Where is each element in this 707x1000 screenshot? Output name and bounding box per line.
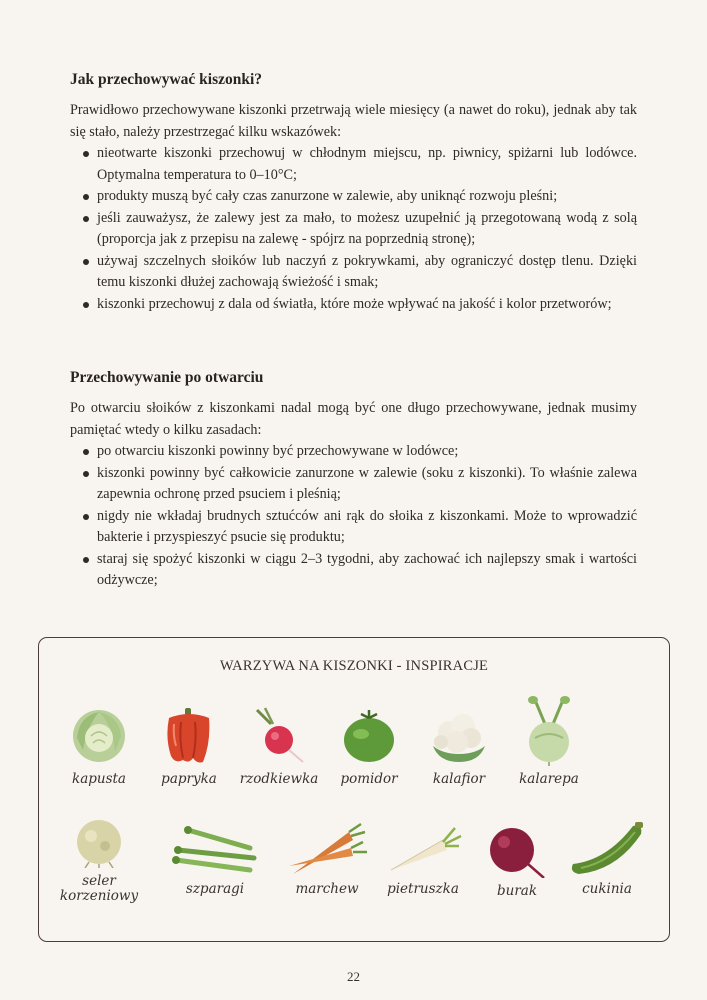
veg-label: kapusta (72, 771, 126, 787)
veg-label: burak (496, 883, 538, 899)
veg-zucchini (559, 820, 655, 897)
list-item: kiszonki przechowuj z dala od światła, które może wpływać na jakość i kolor przetworów; (80, 294, 637, 316)
section-intro: Prawidłowo przechowywane kiszonki przetrwają wiele miesięcy (a nawet do roku), jednak aby tak się stało, należy przestrzegać kilku wskazówek: (70, 102, 637, 140)
list-item: po otwarciu kiszonki powinny być przechowywane w lodówce; (80, 441, 637, 463)
veg-carrot (279, 820, 375, 897)
section-storage (70, 70, 637, 315)
asparagus-icon (170, 820, 260, 876)
section-after-opening (70, 368, 637, 592)
veg-label: marchew (295, 881, 359, 897)
veg-label: kalafior (432, 771, 486, 787)
section-intro: Po otwarciu słoików z kiszonkami nadal mogą być one długo przechowywane, jednak musimy pamiętać wtedy o kilku zasadach: (70, 400, 637, 438)
list-item: staraj się spożyć kiszonki w ciągu 2–3 tygodni, aby zachować ich najlepszy smak i wartości odżywcze; (80, 549, 637, 592)
beetroot-icon (482, 820, 552, 878)
kohlrabi-icon (519, 694, 579, 766)
veg-label: cukinia (582, 881, 632, 897)
radish-icon (249, 706, 309, 766)
veg-pepper (141, 706, 237, 787)
veg-label: szparagi (185, 881, 245, 897)
carrot-icon (287, 820, 367, 876)
veg-label: pomidor (340, 771, 398, 787)
tomato-icon (339, 706, 399, 766)
veg-kohlrabi (501, 694, 597, 787)
pepper-icon (159, 706, 219, 766)
cabbage-icon (69, 706, 129, 766)
parsley-root-icon (383, 820, 463, 876)
veg-cabbage (51, 706, 147, 787)
celeriac-icon (69, 816, 129, 868)
inspiration-title: WARZYWA NA KISZONKI - INSPIRACJE (219, 658, 489, 674)
veg-parsley-root (375, 820, 471, 897)
inspiration-box (38, 637, 670, 942)
veg-radish (231, 706, 327, 787)
veg-cauliflower (411, 706, 507, 787)
veg-label: rzodkiewka (239, 771, 319, 787)
list-item: nigdy nie wkładaj brudnych sztućców ani rąk do słoika z kiszonkami. Może to wprowadzić bakterie i przyspieszyć psucie się produktu; (80, 506, 637, 549)
veg-label: kalarepa (519, 771, 579, 787)
veg-asparagus (167, 820, 263, 897)
bullet-list (80, 143, 637, 315)
page-number: 22 (347, 969, 360, 984)
veg-label: pietruszka (387, 881, 459, 897)
cauliflower-icon (429, 706, 489, 766)
section-heading: Jak przechowywać kiszonki? (70, 71, 263, 88)
list-item: kiszonki powinny być całkowicie zanurzone w zalewie (soku z kiszonki). To właśnie zalewa zapewnia ochronę przed psuciem i pleśnią; (80, 463, 637, 506)
section-heading: Przechowywanie po otwarciu (70, 369, 264, 386)
zucchini-icon (567, 820, 647, 876)
list-item: jeśli zauważysz, że zalewy jest za mało, to możesz uzupełnić ją przegotowaną wodą z solą (proporcja jak z przepisu na zalewę - spójrz na poprzednią stronę); (80, 208, 637, 251)
veg-beetroot (469, 820, 565, 899)
list-item: nieotwarte kiszonki przechowuj w chłodnym miejscu, np. piwnicy, spiżarni lub lodówce. Optymalna temperatura to 0–10°C; (80, 143, 637, 186)
list-item: używaj szczelnych słoików lub naczyń z pokrywkami, aby ograniczyć dostęp tlenu. Dzięki temu kiszonki dłużej zachowają świeżość i smak; (80, 251, 637, 294)
bullet-list (80, 441, 637, 592)
veg-label: papryka (161, 771, 217, 787)
list-item: produkty muszą być cały czas zanurzone w zalewie, aby uniknąć rozwoju pleśni; (80, 186, 637, 208)
veg-celeriac (51, 816, 147, 904)
veg-tomato (321, 706, 417, 787)
veg-label: seler korzeniowy (59, 873, 139, 904)
